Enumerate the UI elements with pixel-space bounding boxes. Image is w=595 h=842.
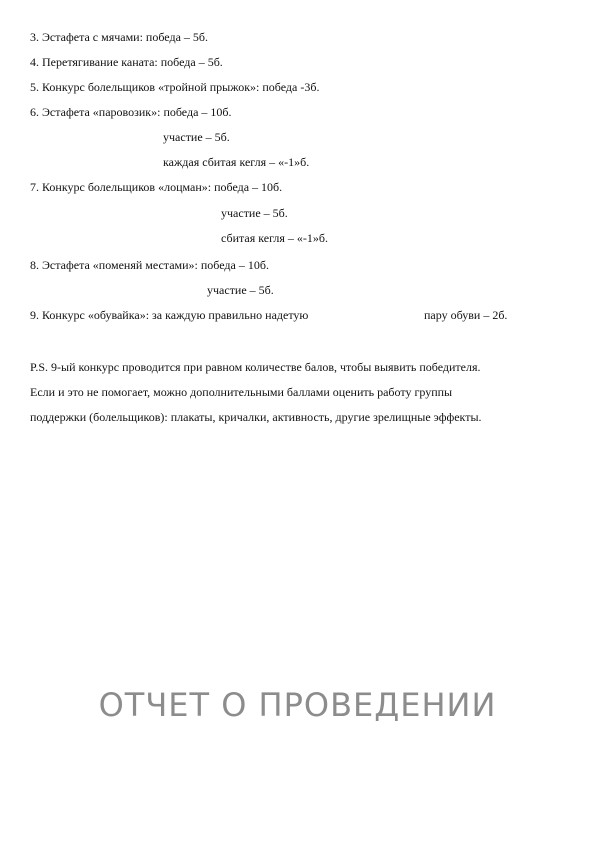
- ps-line-1: P.S. 9-ый конкурс проводится при равном количестве балов, чтобы выявить победителя.: [30, 360, 481, 374]
- item-relay-train-penalty: каждая сбитая кегля – «-1»б.: [163, 155, 310, 169]
- item-pilot-participation: участие – 5б.: [221, 206, 288, 220]
- item-shoe-contest-points: пару обуви – 2б.: [424, 308, 508, 322]
- item-relay-train-participation: участие – 5б.: [163, 130, 230, 144]
- item-tug-of-war: 4. Перетягивание каната: победа – 5б.: [30, 55, 223, 69]
- item-pilot-contest: 7. Конкурс болельщиков «лоцман»: победа – 10б.: [30, 180, 283, 194]
- item-swap-places-participation: участие – 5б.: [207, 283, 274, 297]
- item-relay-train: 6. Эстафета «паровозик»: победа – 10б.: [30, 105, 232, 119]
- item-relay-balls: 3. Эстафета с мячами: победа – 5б.: [30, 30, 209, 44]
- item-triple-jump: 5. Конкурс болельщиков «тройной прыжок»: победа -3б.: [30, 80, 320, 94]
- item-pilot-penalty: сбитая кегля – «-1»б.: [221, 231, 329, 245]
- item-swap-places: 8. Эстафета «поменяй местами»: победа – 10б.: [30, 258, 269, 272]
- item-shoe-contest: 9. Конкурс «обувайка»: за каждую правильно надетую: [30, 308, 309, 322]
- ps-line-3: поддержки (болельщиков): плакаты, кричалки, активность, другие зрелищные эффекты.: [30, 410, 482, 424]
- report-heading: ОТЧЕТ О ПРОВЕДЕНИИ: [98, 686, 497, 724]
- ps-line-2: Если и это не помогает, можно дополнительными баллами оценить работу группы: [30, 385, 453, 399]
